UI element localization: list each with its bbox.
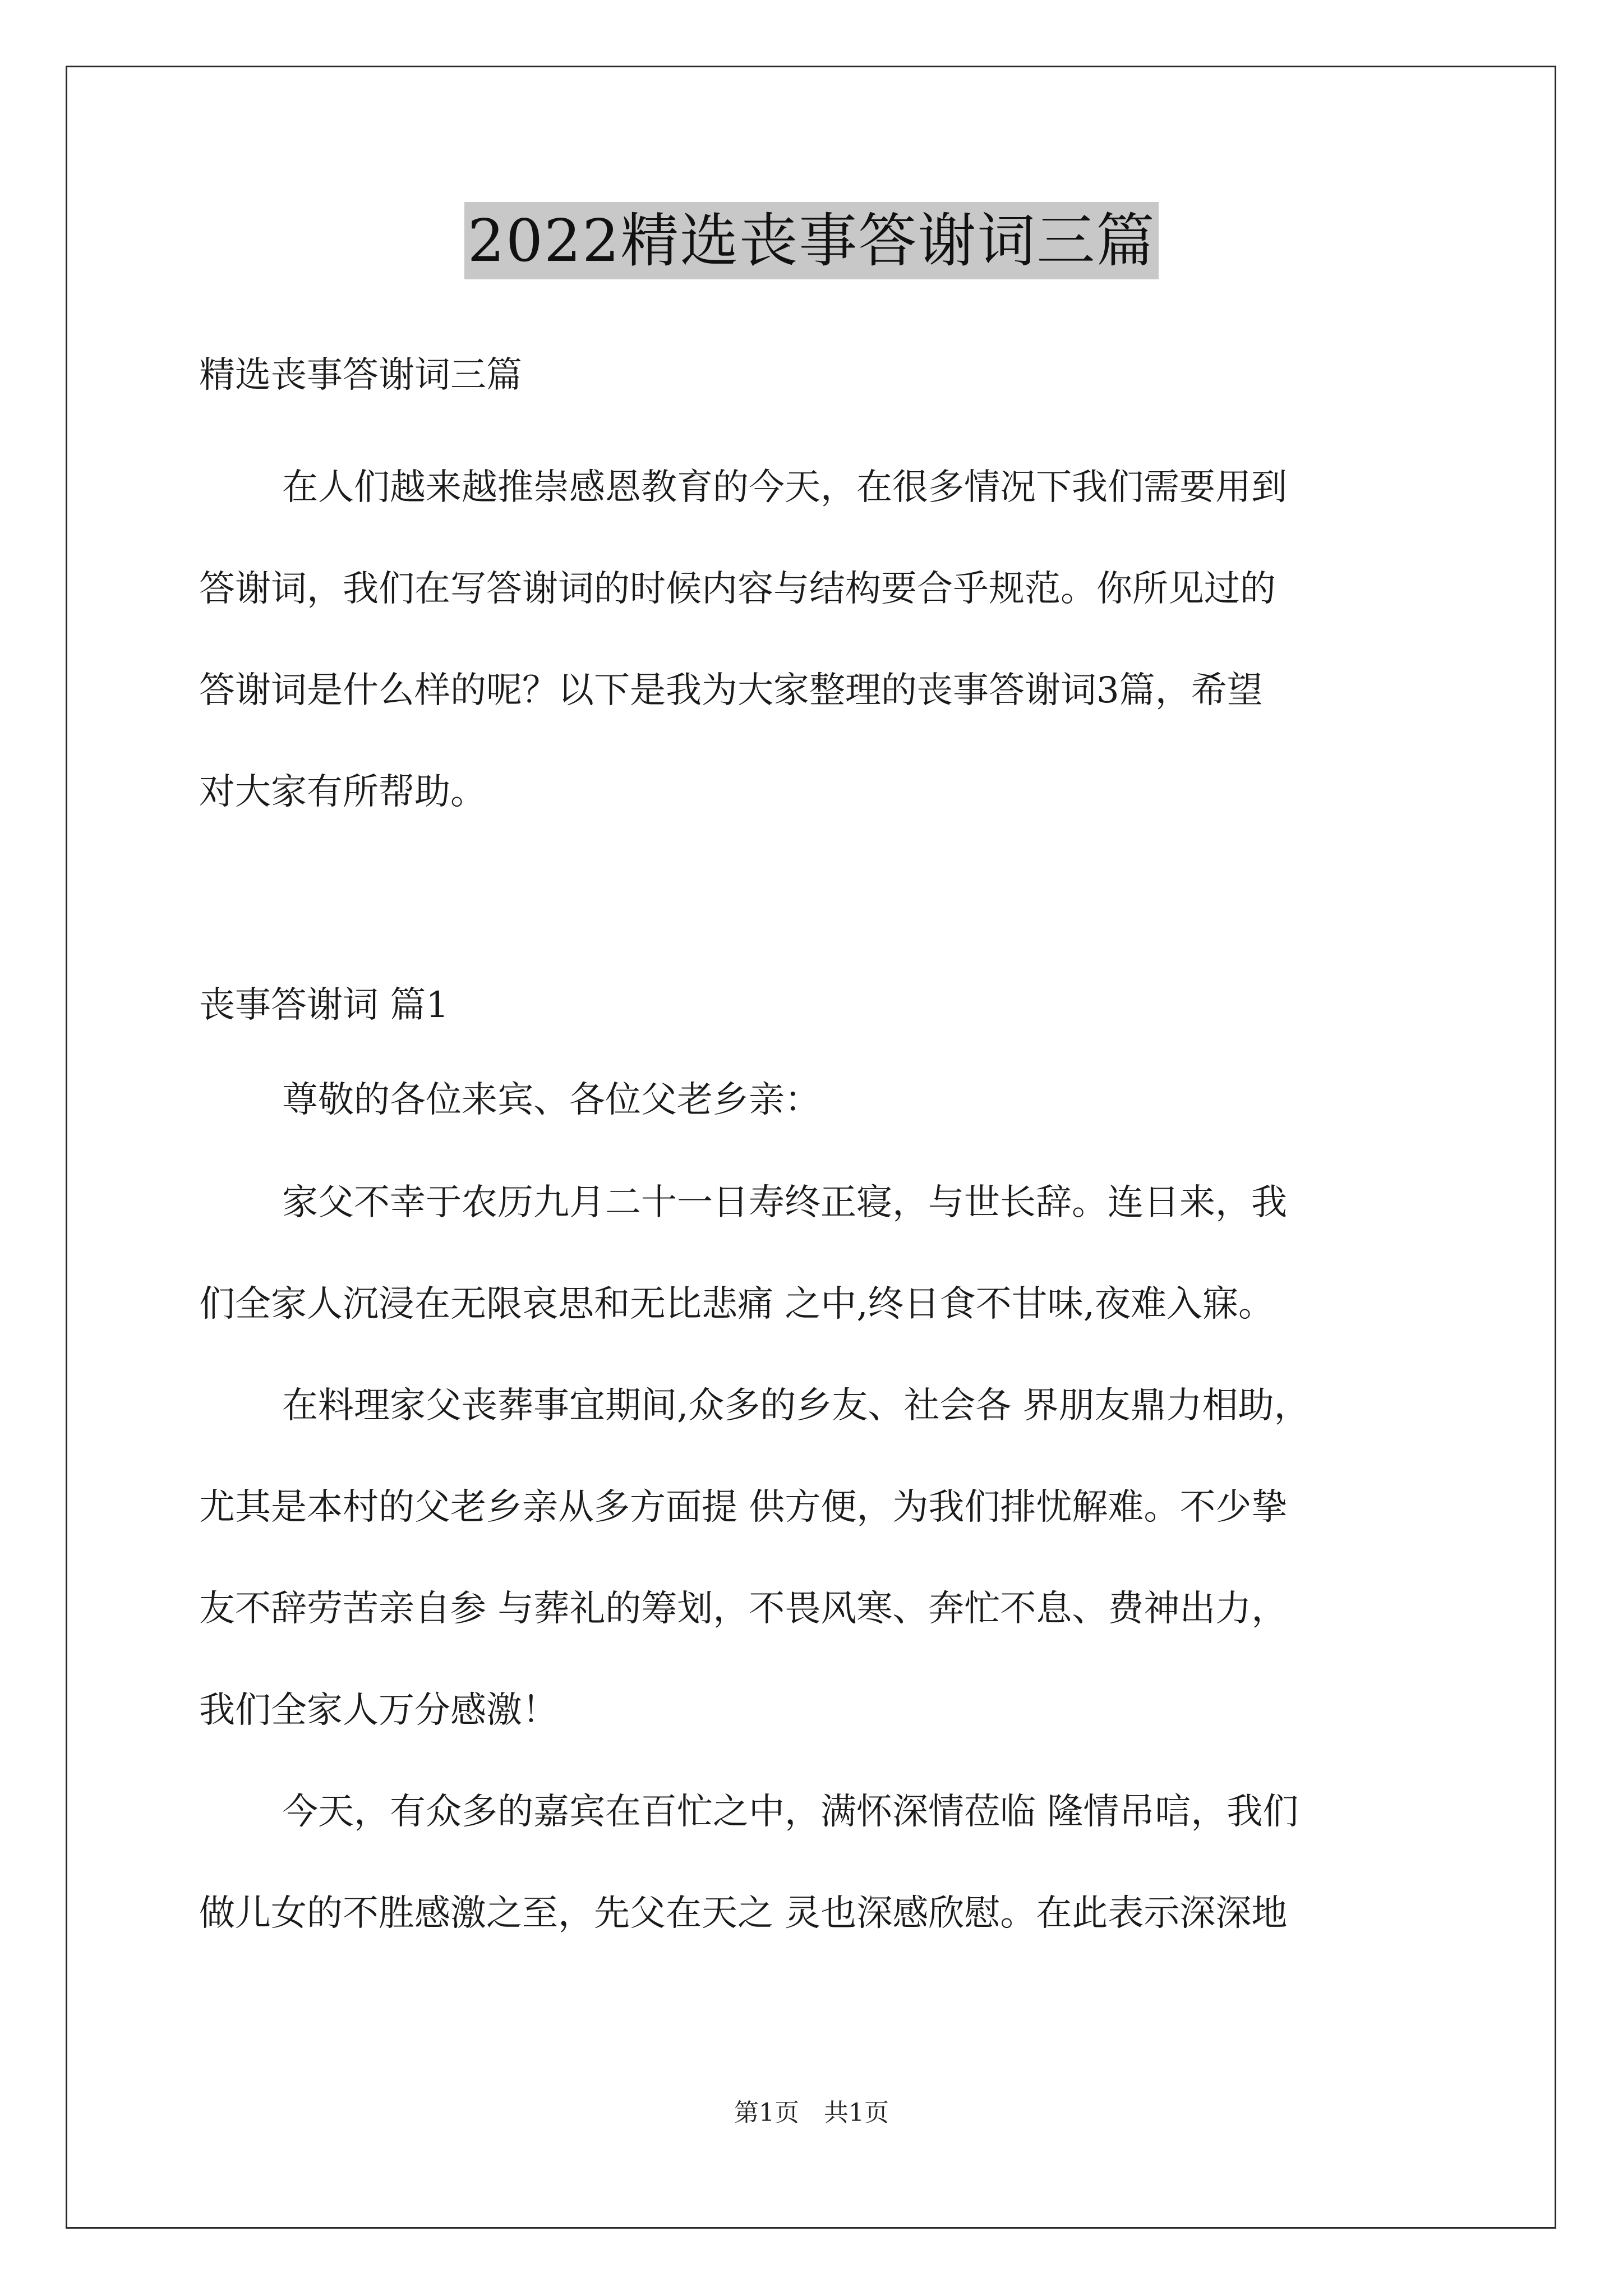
section-heading: 丧事答谢词 篇1 — [199, 984, 449, 1026]
page-footer: 第1页 共1页 — [734, 2099, 889, 2127]
body-line: 家父不幸于农历九月二十一日寿终正寝，与世长辞。连日来，我 — [282, 1182, 1287, 1223]
body-line: 尤其是本村的父老乡亲从多方面提 供方便，为我们排忧解难。不少挚 — [199, 1487, 1288, 1528]
body-line: 今天，有众多的嘉宾在百忙之中，满怀深情莅临 隆情吊唁，我们 — [282, 1791, 1299, 1833]
title-wrapper — [0, 202, 1623, 279]
intro-line: 在人们越来越推崇感恩教育的今天，在很多情况下我们需要用到 — [282, 467, 1287, 508]
body-line: 在料理家父丧葬事宜期间,众多的乡友、社会各 界朋友鼎力相助， — [282, 1385, 1310, 1427]
body-line: 做儿女的不胜感激之至，先父在天之 灵也深感欣慰。在此表示深深地 — [199, 1893, 1288, 1934]
body-line: 们全家人沉浸在无限哀思和无比悲痛 之中,终日食不甘味,夜难入寐。 — [199, 1283, 1275, 1325]
body-line: 友不辞劳苦亲自参 与葬礼的筹划，不畏风寒、奔忙不息、费神出力， — [199, 1588, 1288, 1630]
intro-line: 答谢词是什么样的呢？以下是我为大家整理的丧事答谢词3篇，希望 — [199, 670, 1263, 711]
intro-line: 答谢词，我们在写答谢词的时候内容与结构要合乎规范。你所见过的 — [199, 568, 1276, 610]
document-title: 2022精选丧事答谢词三篇 — [464, 202, 1159, 279]
intro-line: 对大家有所帮助。 — [199, 771, 486, 813]
subtitle: 精选丧事答谢词三篇 — [199, 355, 522, 396]
body-line: 我们全家人万分感激！ — [199, 1690, 558, 1731]
body-line: 尊敬的各位来宾、各位父老乡亲： — [282, 1079, 820, 1121]
